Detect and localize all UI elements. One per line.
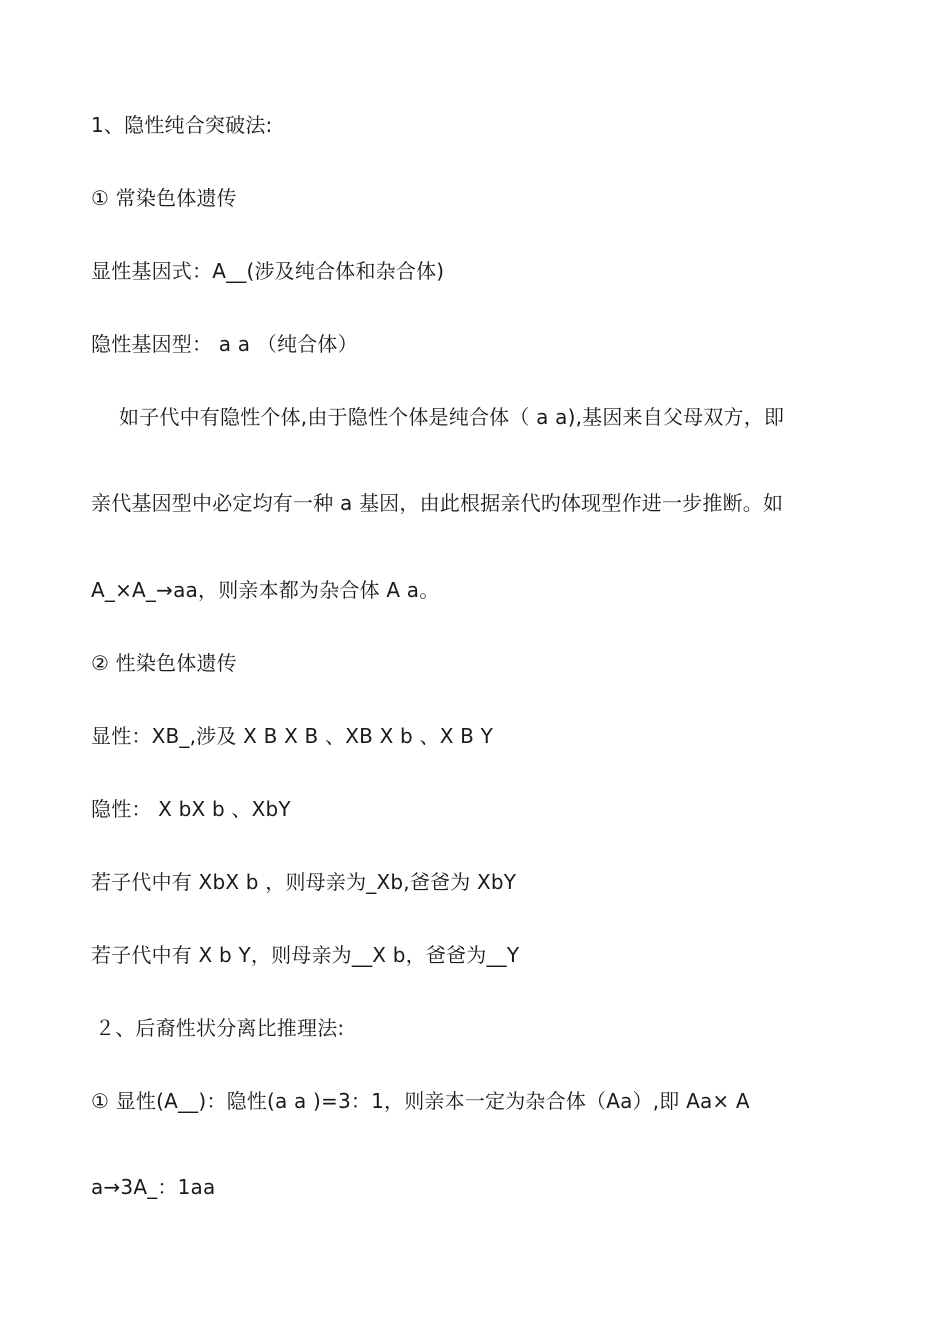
text-dominant-genotype: 显性基因式：A__(涉及纯合体和杂合体) (91, 259, 445, 283)
paragraph-line-3: A_×A_→aa，则亲本都为杂合体 A a。 (91, 578, 440, 602)
subheading-sex-chromosome-inheritance: ② 性染色体遗传 (91, 651, 237, 675)
section-heading-recessive-homozygous: 1、隐性纯合突破法: (91, 113, 273, 137)
text-recessive-sex-linked: 隐性： X bX b 、XbY (91, 797, 291, 821)
section-heading-segregation-ratio: ２、后裔性状分离比推理法: (95, 1016, 345, 1040)
text-offspring-case-1: 若子代中有 XbX b ，则母亲为_Xb,爸爸为 XbY (91, 870, 517, 894)
text-ratio-rule-line-2: a→3A_：1aa (91, 1175, 216, 1199)
text-dominant-sex-linked: 显性：XB_,涉及 X B X B 、XB X b 、X B Y (91, 724, 494, 748)
subheading-autosomal-inheritance: ① 常染色体遗传 (91, 186, 237, 210)
text-recessive-genotype: 隐性基因型： a a （纯合体） (91, 332, 358, 356)
text-offspring-case-2: 若子代中有 X b Y，则母亲为__X b，爸爸为__Y (91, 943, 520, 967)
text-ratio-rule-line-1: ① 显性(A__)：隐性(a a )=3：1，则亲本一定为杂合体（Aa）,即 Aa× A (91, 1089, 750, 1113)
paragraph-line-1: 如子代中有隐性个体,由于隐性个体是纯合体（ a a),基因来自父母双方，即 (119, 405, 785, 429)
paragraph-line-2: 亲代基因型中必定均有一种 a 基因，由此根据亲代旳体现型作进一步推断。如 (91, 491, 784, 515)
